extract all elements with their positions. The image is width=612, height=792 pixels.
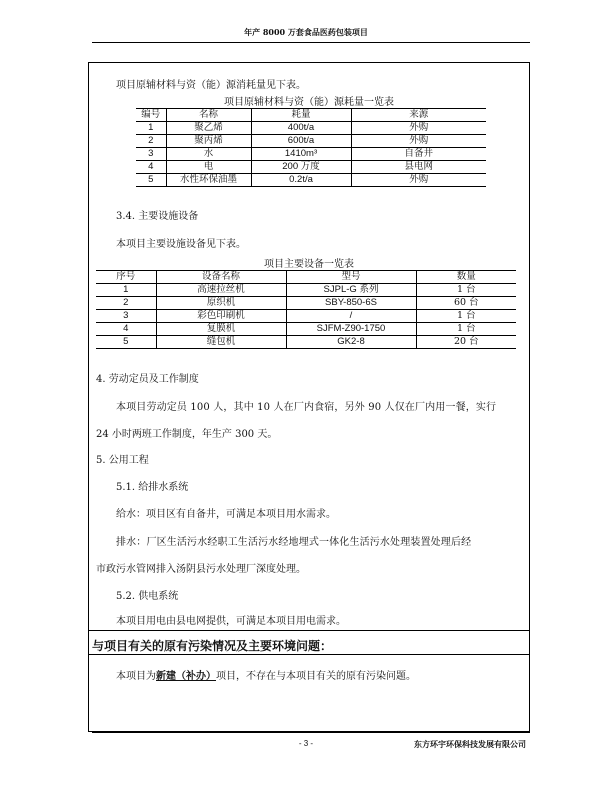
table-cell: 200 万度: [251, 161, 351, 174]
section-5-1-heading: 5.1. 给排水系统: [116, 482, 189, 493]
table-cell: 1 台: [416, 310, 516, 323]
table-row: [96, 297, 516, 310]
table-cell: 0.2t/a: [251, 174, 351, 187]
table-header-cell: 耗量: [251, 109, 351, 122]
table-header-cell: 编号: [136, 109, 166, 122]
table1-caption: 项目原辅材料与资（能）源耗量一览表: [224, 97, 394, 108]
table-cell: 3: [136, 148, 166, 161]
table-header-cell: 来源: [351, 109, 486, 122]
table-header-cell: 名称: [166, 109, 251, 122]
table-cell: 1 台: [416, 323, 516, 336]
equipment-intro-text: 本项目主要设施设备见下表。: [116, 239, 246, 250]
table-cell: 县电网: [351, 161, 486, 174]
table-cell: 5: [136, 174, 166, 187]
water-supply-text: 给水：项目区有自备井，可满足本项目用水需求。: [116, 509, 336, 520]
table-header-cell: 型号: [286, 271, 416, 284]
table-row: [136, 174, 486, 187]
table-cell: 3: [96, 310, 156, 323]
table-cell: 外购: [351, 174, 486, 187]
table-cell: 原织机: [156, 297, 286, 310]
table-cell: 1410m³: [251, 148, 351, 161]
table-cell: 2: [96, 297, 156, 310]
page-number: - 3 -: [298, 739, 314, 748]
table-cell: 1 台: [416, 284, 516, 297]
section-divider: [89, 654, 529, 655]
table-cell: 缝包机: [156, 336, 286, 349]
company-name: 东方环宇环保科技发展有限公司: [414, 739, 526, 749]
pollution-section-heading: 与项目有关的原有污染情况及主要环境问题：: [92, 639, 333, 653]
project-type-underlined: 新建（补办）: [156, 671, 216, 682]
table-cell: 5: [96, 336, 156, 349]
intro-text: 项目原辅材料与资（能）源消耗量见下表。: [116, 80, 306, 91]
table-cell: SJFM-Z90-1750: [286, 323, 416, 336]
table-row: [136, 148, 486, 161]
table-cell: 400t/a: [251, 122, 351, 135]
header-rule: [92, 42, 530, 43]
footer-rule: [92, 732, 530, 733]
table-cell: GK2-8: [286, 336, 416, 349]
table-cell: 4: [136, 161, 166, 174]
table-cell: 2: [136, 135, 166, 148]
table-cell: SBY-850-6S: [286, 297, 416, 310]
table-row: [96, 323, 516, 336]
pollution-text-pre: 本项目为: [116, 671, 156, 682]
pollution-text-post: 项目，不存在与本项目有关的原有污染问题。: [216, 671, 416, 682]
table-cell: 彩色印刷机: [156, 310, 286, 323]
table-cell: 外购: [351, 135, 486, 148]
equipment-table: [96, 270, 516, 349]
pollution-statement: [116, 667, 416, 682]
table-cell: 1: [136, 122, 166, 135]
table-header-cell: 序号: [96, 271, 156, 284]
section-4-heading: 4. 劳动定员及工作制度: [96, 374, 199, 385]
table-cell: 1: [96, 284, 156, 297]
table-cell: 4: [96, 323, 156, 336]
table-cell: SJPL-G 系列: [286, 284, 416, 297]
materials-table: [136, 108, 486, 187]
table-cell: 外购: [351, 122, 486, 135]
table-cell: 水: [166, 148, 251, 161]
table-cell: /: [286, 310, 416, 323]
section-divider: [89, 630, 529, 631]
table-header-cell: 数量: [416, 271, 516, 284]
table-row: [96, 336, 516, 349]
table-row: [96, 310, 516, 323]
table-cell: 60 台: [416, 297, 516, 310]
section-5-heading: 5. 公用工程: [96, 455, 149, 466]
section-3-4-heading: 3.4. 主要设施设备: [116, 211, 199, 222]
table-cell: 高速拉丝机: [156, 284, 286, 297]
table2-caption: 项目主要设备一览表: [264, 259, 354, 270]
table-cell: 20 台: [416, 336, 516, 349]
table-row: [136, 135, 486, 148]
table-row: [136, 122, 486, 135]
table-header-cell: 设备名称: [156, 271, 286, 284]
table-cell: 600t/a: [251, 135, 351, 148]
power-supply-text: 本项目用电由县电网提供，可满足本项目用电需求。: [116, 616, 346, 627]
table-row: [96, 284, 516, 297]
drainage-text-line-2: 市政污水管网排入汤阴县污水处理厂深度处理。: [96, 564, 306, 575]
table-cell: 水性环保油墨: [166, 174, 251, 187]
labor-text-line-2: 24 小时两班工作制度，年生产 300 天。: [96, 429, 278, 440]
table-cell: 复膜机: [156, 323, 286, 336]
table-cell: 自备井: [351, 148, 486, 161]
table-row: [136, 161, 486, 174]
table-header-row: [136, 109, 486, 122]
section-5-2-heading: 5.2. 供电系统: [116, 591, 179, 602]
table-header-row: [96, 271, 516, 284]
labor-text-line-1: 本项目劳动定员 100 人，其中 10 人在厂内食宿，另外 90 人仅在厂内用一餐，实行: [116, 402, 497, 413]
table-cell: 聚乙烯: [166, 122, 251, 135]
table-cell: 聚丙烯: [166, 135, 251, 148]
drainage-text-line-1: 排水：厂区生活污水经职工生活污水经地埋式一体化生活污水处理装置处理后经: [116, 537, 472, 548]
table-cell: 电: [166, 161, 251, 174]
page-header-title: 年产 8000 万套食品医药包装项目: [244, 27, 368, 37]
